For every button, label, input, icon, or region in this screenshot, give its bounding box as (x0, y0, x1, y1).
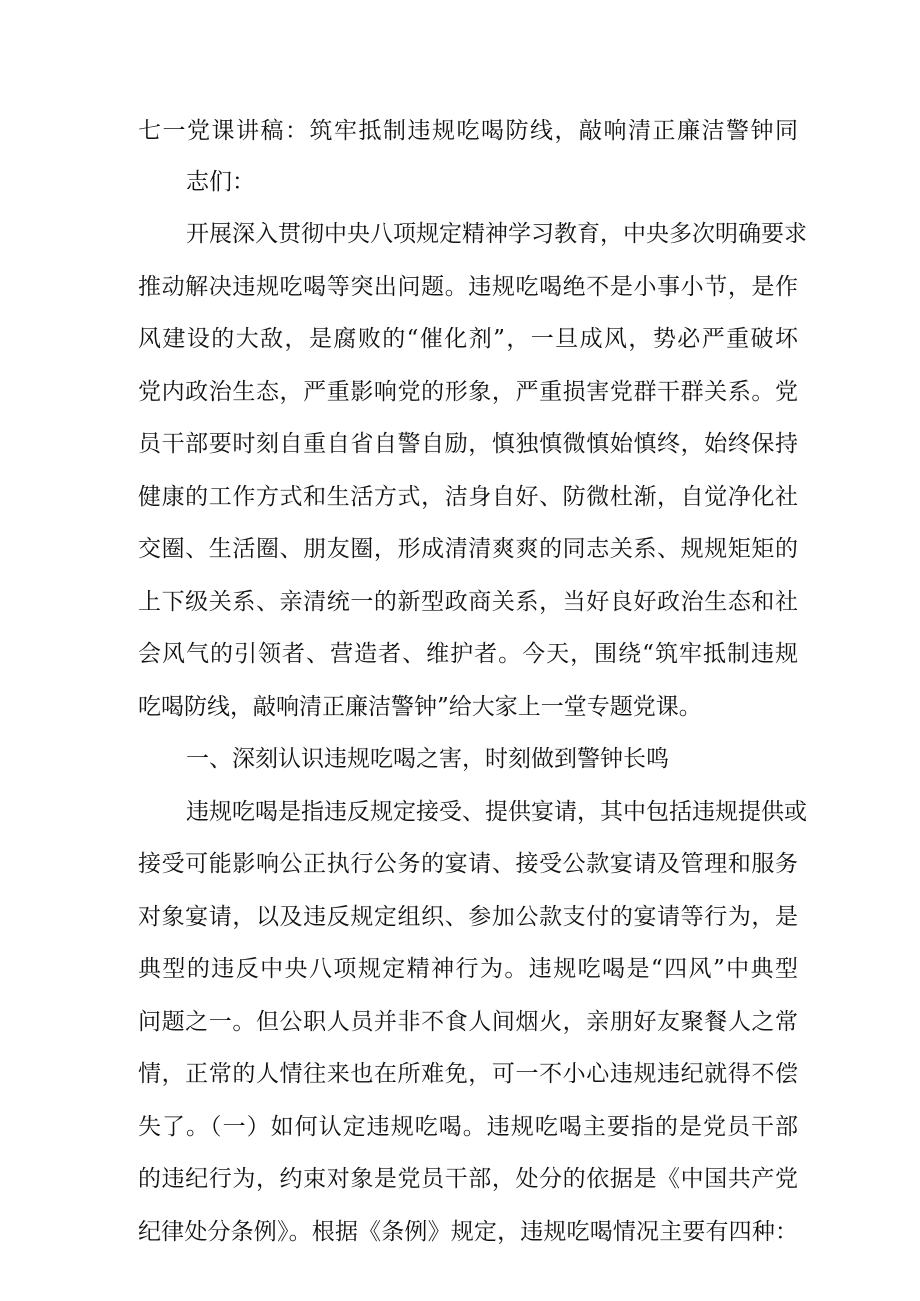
paragraph-line: 典型的违反中央八项规定精神行为。违规吃喝是“四风”中典型 (138, 956, 798, 982)
paragraph-line: 对象宴请，以及违反规定组织、参加公款支付的宴请等行为，是 (138, 904, 798, 930)
paragraph-line: 员干部要时刻自重自省自警自励，慎独慎微慎始慎终，始终保持 (138, 431, 798, 457)
paragraph-line: 的违纪行为，约束对象是党员干部，处分的依据是《中国共产党 (138, 1166, 798, 1192)
paragraph-line: 情，正常的人情往来也在所难免，可一不小心违规违纪就得不偿 (138, 1061, 798, 1087)
paragraph-line: 党内政治生态，严重影响党的形象，严重损害党群干群关系。党 (138, 379, 798, 405)
paragraph-line: 交圈、生活圈、朋友圈，形成清清爽爽的同志关系、规规矩矩的 (138, 536, 798, 562)
paragraph-line: 纪律处分条例》。根据《条例》规定，违规吃喝情况主要有四种： (138, 1219, 798, 1245)
salutation: 志们： (186, 169, 255, 195)
paragraph-line: 上下级关系、亲清统一的新型政商关系，当好良好政治生态和社 (138, 589, 798, 615)
paragraph-line: 开展深入贯彻中央八项规定精神学习教育，中央多次明确要求 (186, 221, 807, 247)
document-title-line: 七一党课讲稿：筑牢抵制违规吃喝防线，敲响清正廉洁警钟同 (138, 118, 798, 144)
paragraph-line: 会风气的引领者、营造者、维护者。今天，围绕“筑牢抵制违规 (138, 641, 798, 667)
paragraph-line: 吃喝防线，敲响清正廉洁警钟”给大家上一堂专题党课。 (138, 694, 702, 720)
section-heading: 一、深刻认识违规吃喝之害，时刻做到警钟长鸣 (186, 746, 669, 772)
paragraph-line: 推动解决违规吃喝等突出问题。违规吃喝绝不是小事小节，是作 (138, 274, 798, 300)
paragraph-line: 健康的工作方式和生活方式，洁身自好、防微杜渐，自觉净化社 (138, 484, 798, 510)
paragraph-line: 风建设的大敌，是腐败的“催化剂”，一旦成风，势必严重破坏 (138, 326, 798, 352)
paragraph-line: 接受可能影响公正执行公务的宴请、接受公款宴请及管理和服务 (138, 851, 798, 877)
paragraph-line: 失了。（一）如何认定违规吃喝。违规吃喝主要指的是党员干部 (138, 1114, 798, 1140)
paragraph-line: 违规吃喝是指违反规定接受、提供宴请，其中包括违规提供或 (186, 799, 807, 825)
paragraph-line: 问题之一。但公职人员并非不食人间烟火，亲朋好友聚餐人之常 (138, 1009, 798, 1035)
